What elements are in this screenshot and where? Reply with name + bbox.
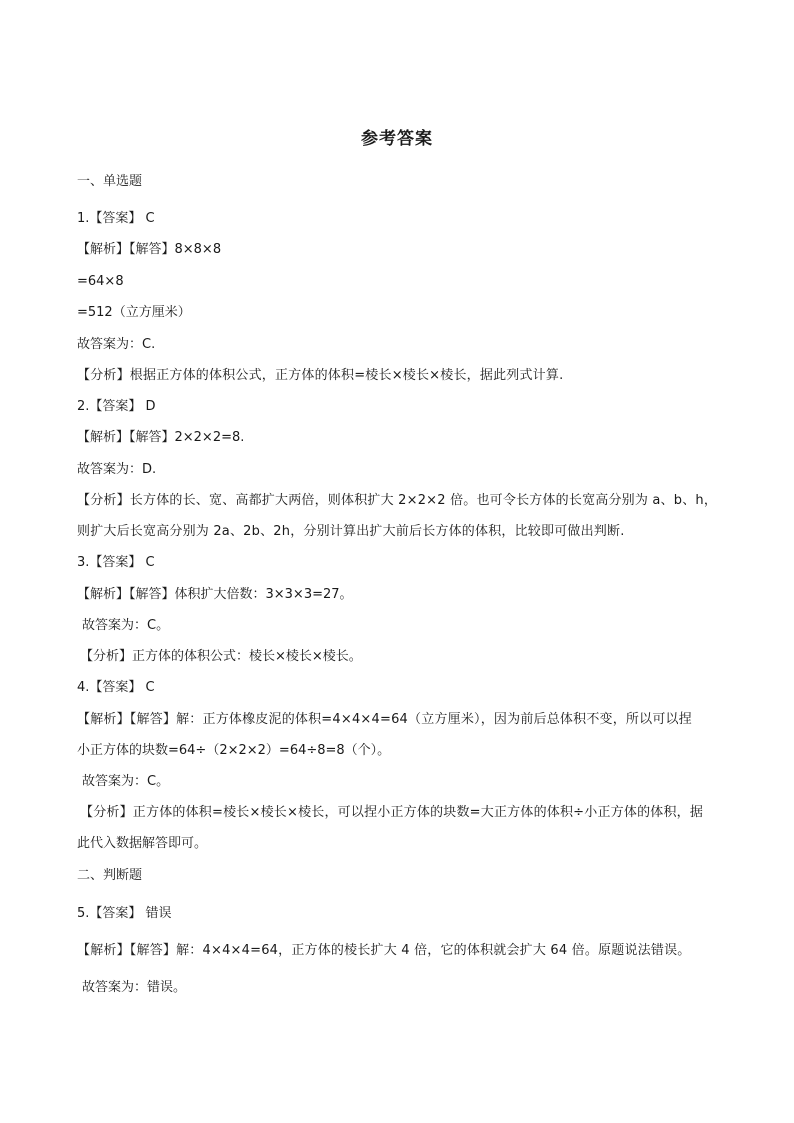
q3-conclusion: 故答案为：C。 (82, 618, 170, 633)
q4-explanation-line-1: 【分析】正方体的体积=棱长×棱长×棱长，可以捏小正方体的块数=大正方体的体积÷小正方体的体积，据 (80, 805, 704, 820)
q1-analysis: 【解析】【解答】8×8×8 (77, 242, 222, 257)
q1-explanation: 【分析】根据正方体的体积公式，正方体的体积=棱长×棱长×棱长，据此列式计算. (77, 368, 564, 383)
q2-explanation-line-1: 【分析】长方体的长、宽、高都扩大两倍，则体积扩大 2×2×2 倍。也可令长方体的长宽高分别为 a、b、h， (77, 493, 718, 508)
q5-analysis: 【解析】【解答】解：4×4×4=64，正方体的棱长扩大 4 倍，它的体积就会扩大 64 倍。原题说法错误。 (77, 943, 691, 958)
q4-conclusion: 故答案为：C。 (82, 774, 170, 789)
q1-step-1: =64×8 (77, 274, 124, 289)
q4-explanation-line-2: 此代入数据解答即可。 (77, 836, 208, 851)
section-heading-true-false: 二、判断题 (77, 868, 143, 883)
q2-conclusion: 故答案为：D. (77, 462, 157, 477)
q1-answer: 1.【答案】 C (77, 211, 155, 226)
q5-conclusion: 故答案为：错误。 (82, 980, 187, 995)
q1-conclusion: 故答案为：C. (77, 337, 156, 352)
q4-analysis-line-2: 小正方体的块数=64÷（2×2×2）=64÷8=8（个）。 (77, 743, 391, 758)
q1-step-2: =512（立方厘米） (77, 305, 191, 320)
page-title: 参考答案 (361, 129, 433, 149)
q4-analysis-line-1: 【解析】【解答】解：正方体橡皮泥的体积=4×4×4=64（立方厘米），因为前后总体积不变，所以可以捏 (77, 712, 692, 727)
q5-answer: 5.【答案】 错误 (77, 906, 172, 921)
q3-analysis: 【解析】【解答】体积扩大倍数：3×3×3=27。 (77, 587, 353, 602)
q3-answer: 3.【答案】 C (77, 555, 155, 570)
q2-answer: 2.【答案】 D (77, 399, 156, 414)
q3-explanation: 【分析】正方体的体积公式：棱长×棱长×棱长。 (80, 649, 362, 664)
q2-explanation-line-2: 则扩大后长宽高分别为 2a、2b、2h，分别计算出扩大前后长方体的体积，比较即可做出判断. (77, 524, 625, 539)
q4-answer: 4.【答案】 C (77, 680, 155, 695)
section-heading-single-choice: 一、单选题 (77, 174, 143, 189)
q2-analysis: 【解析】【解答】2×2×2=8. (77, 430, 245, 445)
